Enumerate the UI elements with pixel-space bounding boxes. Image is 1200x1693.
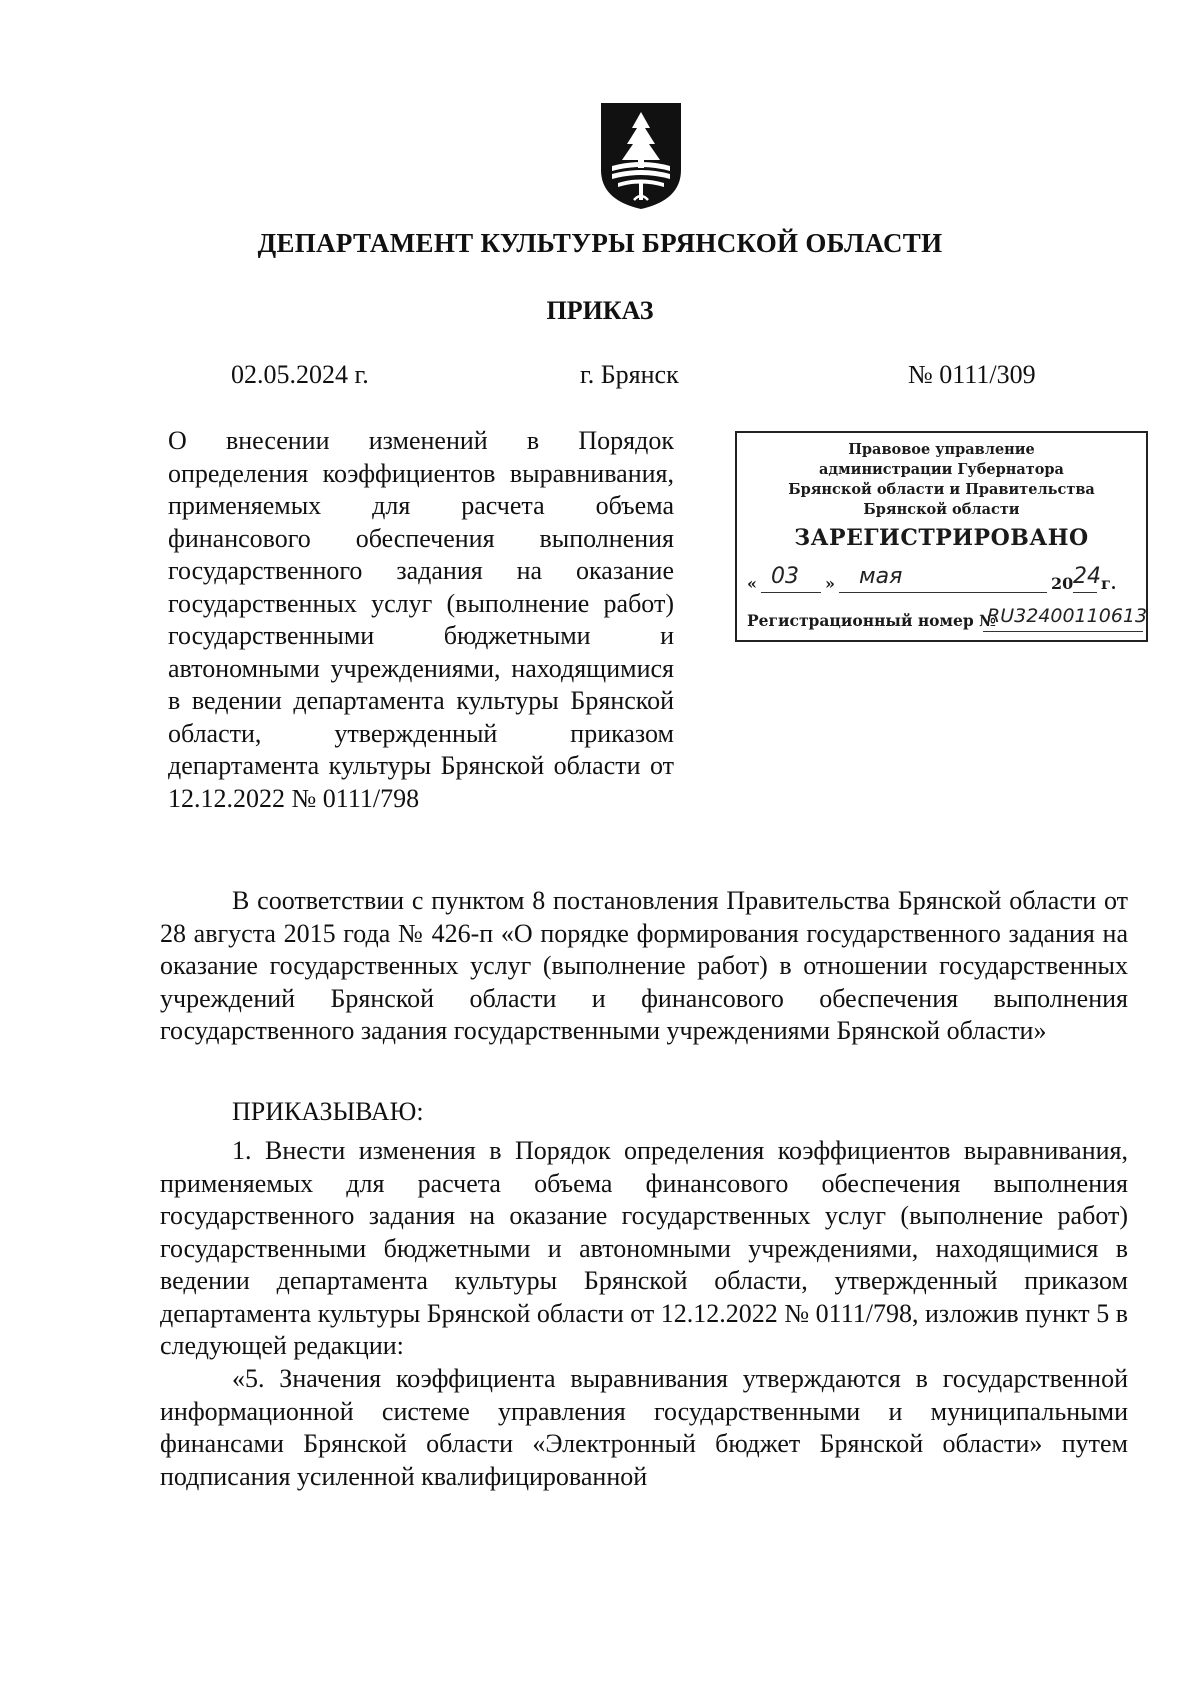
stamp-quote: « — [747, 574, 757, 593]
preamble-paragraph: В соответствии с пунктом 8 постановления Правительства Брянской области от 28 августа 2015 года № 426-п «О порядке формирования государственного задания на оказание государственных услуг (выполнение работ) в отношении государственных учреждений Брянской области и финансового обеспечения выполнения государственного задания государственными учреждениями Брянской области» — [160, 886, 1128, 1045]
underline — [839, 592, 1047, 593]
stamp-status: ЗАРЕГИСТРИРОВАНО — [794, 525, 1089, 551]
stamp-reg-number: RU32400110613 — [987, 605, 1148, 627]
stamp-org-line: Брянской области и Правительства — [788, 481, 1095, 498]
underline — [761, 592, 821, 593]
stamp-dot: » — [825, 574, 835, 593]
item-1-paragraph: 1. Внести изменения в Порядок определения коэффициентов выравнивания, применяемых для расчета объема финансового обеспечения выполнения государственного задания на оказание государственных услуг (выполнение работ) государственными бюджетными и автономными учреждениями, находящимися в ведении департамента культуры Брянской области, утвержденный приказом департамента культуры Брянской области от 12.12.2022 № 0111/798, изложив пункт 5 в следующей редакции: — [160, 1136, 1128, 1360]
document-type: ПРИКАЗ — [546, 296, 654, 325]
order-date: 02.05.2024 г. — [231, 360, 369, 389]
underline — [1073, 592, 1097, 593]
stamp-org-line: Брянской области — [863, 501, 1020, 518]
registration-stamp — [735, 431, 1148, 642]
stamp-month: мая — [859, 564, 903, 589]
stamp-org-line: Правовое управление — [848, 441, 1035, 458]
order-subject: О внесении изменений в Порядок определения коэффициентов выравнивания, применяемых для расчета объема финансового обеспечения выполнения государственного задания на оказание государственных услуг (выполнение работ) государственными бюджетными и автономными учреждениями, находящимися в ведении департамента культуры Брянской области, утвержденный приказом департамента культуры Брянской области от 12.12.2022 № 0111/798 — [168, 426, 674, 813]
department-title: ДЕПАРТАМЕНТ КУЛЬТУРЫ БРЯНСКОЙ ОБЛАСТИ — [257, 228, 943, 258]
order-number: № 0111/309 — [908, 360, 1036, 389]
stamp-year-unit: г. — [1101, 574, 1117, 593]
coat-of-arms-icon — [598, 100, 684, 212]
order-city: г. Брянск — [580, 360, 679, 389]
stamp-org-line: администрации Губернатора — [819, 461, 1064, 478]
stamp-date-row — [747, 564, 1138, 600]
stamp-reg-label: Регистрационный номер № — [747, 611, 996, 630]
item-5-paragraph: «5. Значения коэффициента выравнивания утверждаются в государственной информационной системе управления государственными и муниципальными финансами Брянской области «Электронный бюджет Брянской области» путем подписания усиленной квалифицированной — [160, 1364, 1128, 1491]
underline — [983, 631, 1143, 632]
stamp-year-suffix: 24 — [1073, 564, 1101, 589]
stamp-year-prefix: 20 — [1051, 574, 1074, 593]
stamp-registration-row — [747, 605, 1148, 637]
order-word: ПРИКАЗЫВАЮ: — [232, 1097, 424, 1126]
stamp-day: 03 — [771, 564, 799, 589]
